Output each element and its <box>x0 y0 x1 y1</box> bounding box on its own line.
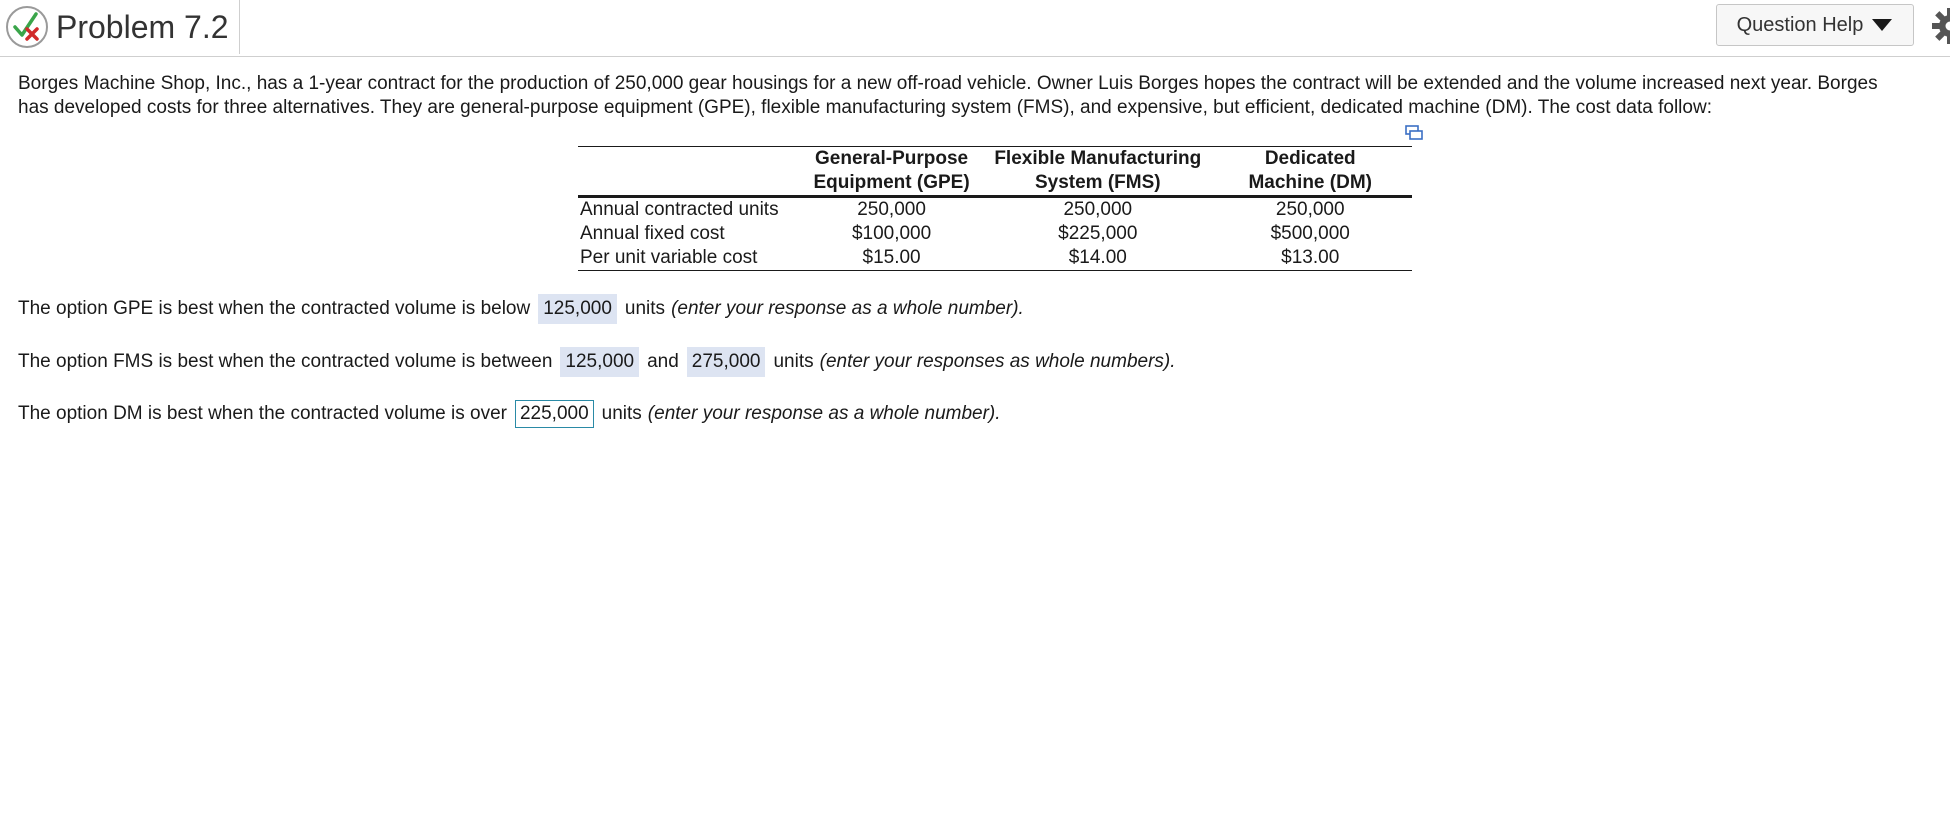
question-gpe <box>18 294 1024 324</box>
gpe-answer-field[interactable]: 125,000 <box>538 294 617 324</box>
column-header-dm <box>1208 147 1412 197</box>
column-header-dm-line2: Machine (DM) <box>1248 172 1372 193</box>
question-gpe-text: The option GPE is best when the contracted volume is below <box>18 298 531 319</box>
column-header-dm-line1: Dedicated <box>1264 148 1356 169</box>
table-cell: 250,000 <box>1275 199 1345 220</box>
question-fms-text: The option FMS is best when the contracted volume is between <box>18 351 553 372</box>
table-header-row <box>578 147 1412 197</box>
fms-lower-answer-field[interactable]: 125,000 <box>560 347 639 377</box>
problem-statement-line2: has developed costs for three alternatives. They are general-purpose equipment (GPE), flexible manufacturing system (FMS), and expensive, but efficient, dedicated machine (DM). The cost data follow: <box>18 97 1712 118</box>
response-hint: (enter your responses as whole numbers). <box>819 351 1176 372</box>
table-row <box>578 246 1412 271</box>
question-dm-text: The option DM is best when the contracted volume is over <box>18 403 507 424</box>
question-help-button[interactable] <box>1716 4 1914 46</box>
table-cell: $13.00 <box>1281 247 1340 268</box>
fms-upper-answer-field[interactable]: 275,000 <box>687 347 766 377</box>
response-hint: (enter your response as a whole number). <box>671 298 1024 319</box>
table-row <box>578 222 1412 246</box>
problem-statement-line1: Borges Machine Shop, Inc., has a 1-year contract for the production of 250,000 gear housings for a new off-road vehicle. Owner Luis Borges hopes the contract will be extended and the volume increased next year. Borges <box>18 73 1878 94</box>
table-cell: $14.00 <box>1068 247 1127 268</box>
cost-data-table <box>578 146 1412 271</box>
column-header-gpe <box>796 147 987 197</box>
column-header-fms-line2: System (FMS) <box>1034 172 1161 193</box>
units-label: units <box>624 298 666 319</box>
question-help-label: Question Help <box>1736 13 1864 36</box>
table-cell: $15.00 <box>862 247 921 268</box>
table-cell: $500,000 <box>1270 223 1350 244</box>
table-cell: $225,000 <box>1058 223 1138 244</box>
expand-table-icon[interactable] <box>1405 125 1423 141</box>
gear-icon[interactable] <box>1930 6 1950 46</box>
column-header-gpe-line1: General-Purpose <box>815 148 969 169</box>
units-label: units <box>773 351 814 372</box>
column-header-fms-line1: Flexible Manufacturing <box>994 148 1202 169</box>
units-label: units <box>601 403 642 424</box>
caret-down-icon <box>1871 18 1893 32</box>
header-bar <box>0 0 1950 57</box>
and-label: and <box>647 351 679 372</box>
table-cell: $100,000 <box>851 223 932 244</box>
dm-answer-field[interactable]: 225,000 <box>515 400 594 428</box>
table-corner-cell <box>578 147 796 197</box>
question-dm <box>18 400 1001 428</box>
table-cell: 250,000 <box>857 199 926 220</box>
table-cell: 250,000 <box>1063 199 1133 220</box>
table-row <box>578 197 1412 223</box>
response-hint: (enter your response as a whole number). <box>647 403 1001 424</box>
row-label: Per unit variable cost <box>580 247 758 268</box>
problem-content <box>18 72 1938 424</box>
problem-statement <box>18 72 1938 120</box>
column-header-gpe-line2: Equipment (GPE) <box>813 172 970 193</box>
page-title: Problem 7.2 <box>56 8 229 45</box>
question-fms <box>18 347 1176 377</box>
partial-credit-icon <box>5 5 49 49</box>
row-label: Annual fixed cost <box>580 223 725 244</box>
row-label: Annual contracted units <box>580 199 779 220</box>
column-header-fms <box>987 147 1208 197</box>
title-area <box>56 0 240 54</box>
